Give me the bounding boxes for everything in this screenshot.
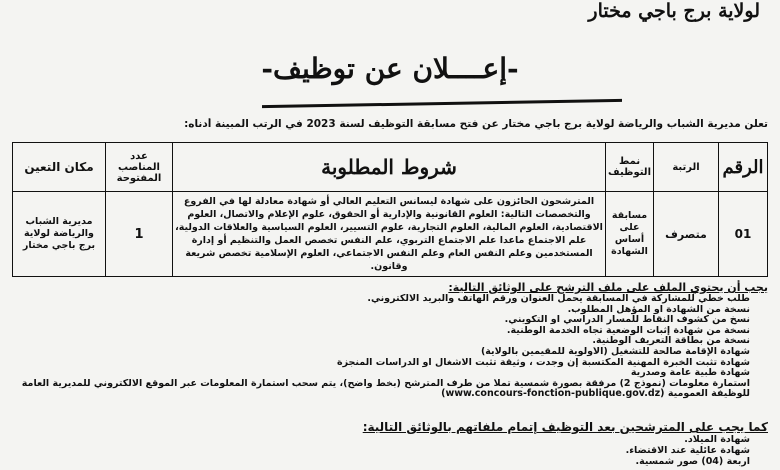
cell-pattern: مسابقة على أساس الشهادة	[606, 192, 654, 277]
list-item: 4. نسخة من شهادة إثبات الوضعية تجاه الخدمة الوطنية.	[10, 326, 750, 337]
list-item: 3. نسخ من كشوف النقاط للمسار الدراسي أو التكويني.	[10, 315, 750, 326]
cell-place: مديرية الشباب والرياضة لولاية برج باجي مختار	[13, 192, 106, 277]
list-item: 2. نسخة من الشهادة أو المؤهل المطلوب.	[10, 305, 750, 316]
jobs-table	[12, 142, 768, 277]
header-posts: عدد المناصب المفتوحة	[106, 143, 173, 192]
docs-list	[10, 294, 768, 400]
header-num: الرقم	[719, 143, 768, 192]
list-item: 9. استمارة معلومات (نموذج 2) مرفقة بصورة شمسية تملأ من طرف المترشح (بخط واضح)، يتم سحب استمارة المعلومات عبر الموقع الالكتروني للمديرية العامة للوظيفة العمومية (www.concours-fonction-publique.gov.dz)	[10, 379, 750, 400]
wilaya-header: لولاية برج باجي مختار	[588, 0, 760, 22]
list-item: 3. اربعة (04) صور شمسية.	[250, 456, 750, 467]
cell-num: 01	[719, 192, 768, 277]
list-item: 6. شهادة الإقامة صالحة للتشغيل (الأولوية للمقيمين بالولاية)	[10, 347, 750, 358]
list-item: 2. شهادة عائلية عند الاقتضاء.	[250, 445, 750, 456]
table-header-row	[13, 143, 768, 192]
table-row	[13, 192, 768, 277]
cell-conditions: المترشحون الحائزون على شهادة ليسانس التعليم العالي أو شهادة معادلة لها في الفروع والتخصصات التالية: العلوم القانونية والإدارية أو الحقوق، علوم الإعلام والاتصال، العلوم الاقتصادية، العلوم المالية، العلوم التجارية، علوم التسيير، العلوم السياسية والعلاقات الدولية، علم الاجتماع ماعدا علم الاجتماع التربوي، علم النفس تخصص العمل والتنظيم أو إدارة المستخدمين وعلم النفس العام وعلم النفس الاجتماعي، العلوم الإسلامية تخصص شريعة وقانون.	[173, 192, 606, 277]
list-item: 1. طلب خطي للمشاركة في المسابقة يحمل العنوان ورقم الهاتف والبريد الالكتروني.	[10, 294, 750, 305]
intro-text: تعلن مديرية الشباب والرياضة لولاية برج باجي مختار عن فتح مسابقة التوظيف لسنة 2023 في الرتب المبينة أدناه:	[184, 118, 768, 130]
docs2-title: كما يجب على المترشحين بعد التوظيف إتمام ملفاتهم بالوثائق التالية:	[362, 420, 768, 434]
list-item: 5. نسخة من بطاقة التعريف الوطنية.	[10, 336, 750, 347]
announcement-title: -إعــــلان عن توظيف-	[261, 52, 519, 85]
docs-title: يجب أن يحتوي الملف على ملف الترشح على الوثائق التالية:	[448, 281, 768, 294]
list-item: 1. شهادة الميلاد.	[250, 434, 750, 445]
docs2-list	[250, 434, 768, 467]
list-item: 8. شهادة طبية عامة وصدرية	[10, 368, 750, 379]
header-place: مكان التعين	[13, 143, 106, 192]
title-underline	[262, 99, 622, 108]
header-conditions: شروط المطلوبة	[173, 143, 606, 192]
header-grade: الرتبة	[654, 143, 719, 192]
cell-posts: 1	[106, 192, 173, 277]
header-pattern: نمط التوظيف	[606, 143, 654, 192]
list-item: 7. شهادة تثبت الخبرة المهنية المكتسبة إن وجدت ، وثيقة تثبت الاشغال أو الدراسات المنجزة	[10, 358, 750, 369]
cell-grade: متصرف	[654, 192, 719, 277]
